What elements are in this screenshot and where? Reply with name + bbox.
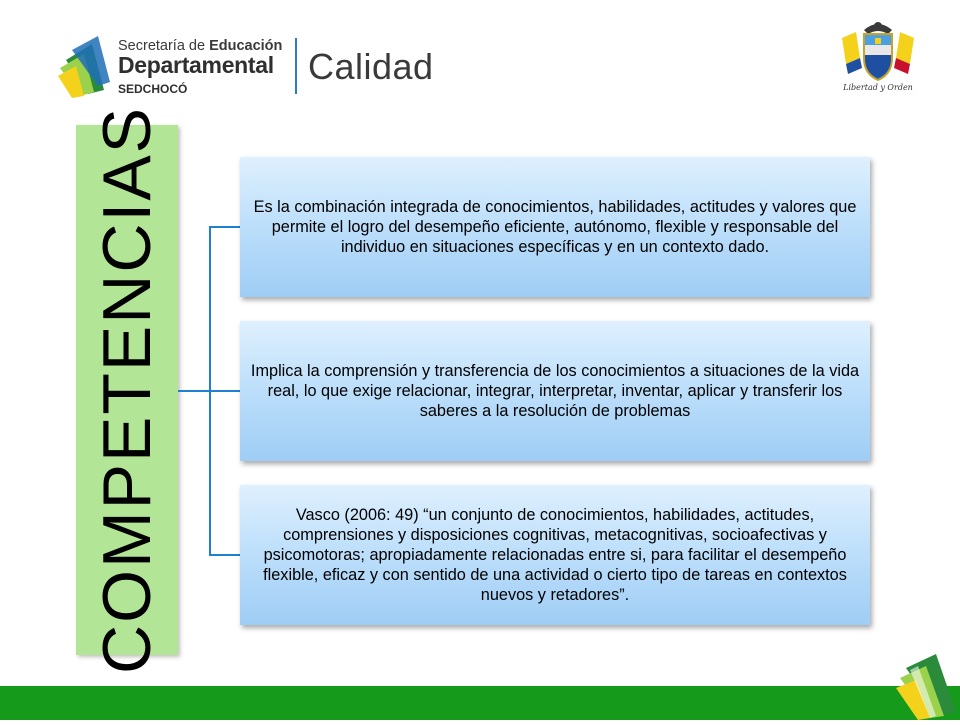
sed-logo-line1: Secretaría de Educación <box>118 38 283 54</box>
connector-branch-1 <box>209 226 240 228</box>
connector-stem <box>178 390 210 392</box>
footer-bar <box>0 686 960 720</box>
connector-branch-3 <box>209 554 240 556</box>
calidad-wordmark: Calidad <box>308 46 434 87</box>
sed-leaf-icon <box>896 646 960 720</box>
sed-logo-line3: SEDCHOCÓ <box>118 82 188 96</box>
definition-box-2 <box>240 321 870 461</box>
coat-of-arms-caption: Libertad y Orden <box>843 83 913 92</box>
definition-text-1: Es la combinación integrada de conocimientos, habilidades, actitudes y valores que permite el logro del desempeño eficiente, autónomo, flexible y responsable del individuo en situaciones específicas y en un contexto dado. <box>253 198 857 256</box>
definition-box-3 <box>240 485 870 625</box>
logo-divider <box>295 38 297 94</box>
sed-logo-line2: Departamental <box>118 52 274 78</box>
connector-branch-2 <box>209 390 240 392</box>
page-title: COMPETENCIAS <box>89 105 165 675</box>
sed-logo <box>58 30 458 100</box>
competencias-title-box <box>76 105 178 675</box>
definition-text-2: Implica la comprensión y transferencia de los conocimientos a situaciones de la vida real, lo que exige relacionar, integrar, interpretar, inventar, aplicar y transferir los saberes a la resolución de problemas <box>250 362 860 420</box>
definition-text-3: Vasco (2006: 49) “un conjunto de conocimientos, habilidades, actitudes, comprensiones y disposiciones cognitivas, metacognitivas, socioafectivas y psicomotoras; apropiadamente relacionadas entre si, para facilitar el desempeño flexible, eficaz y con sentido de una actividad o cierto tipo de tareas en contextos nuevos y retadores”. <box>263 506 847 604</box>
sed-leaf-logo-icon <box>58 30 118 100</box>
definition-box-1 <box>240 157 870 297</box>
